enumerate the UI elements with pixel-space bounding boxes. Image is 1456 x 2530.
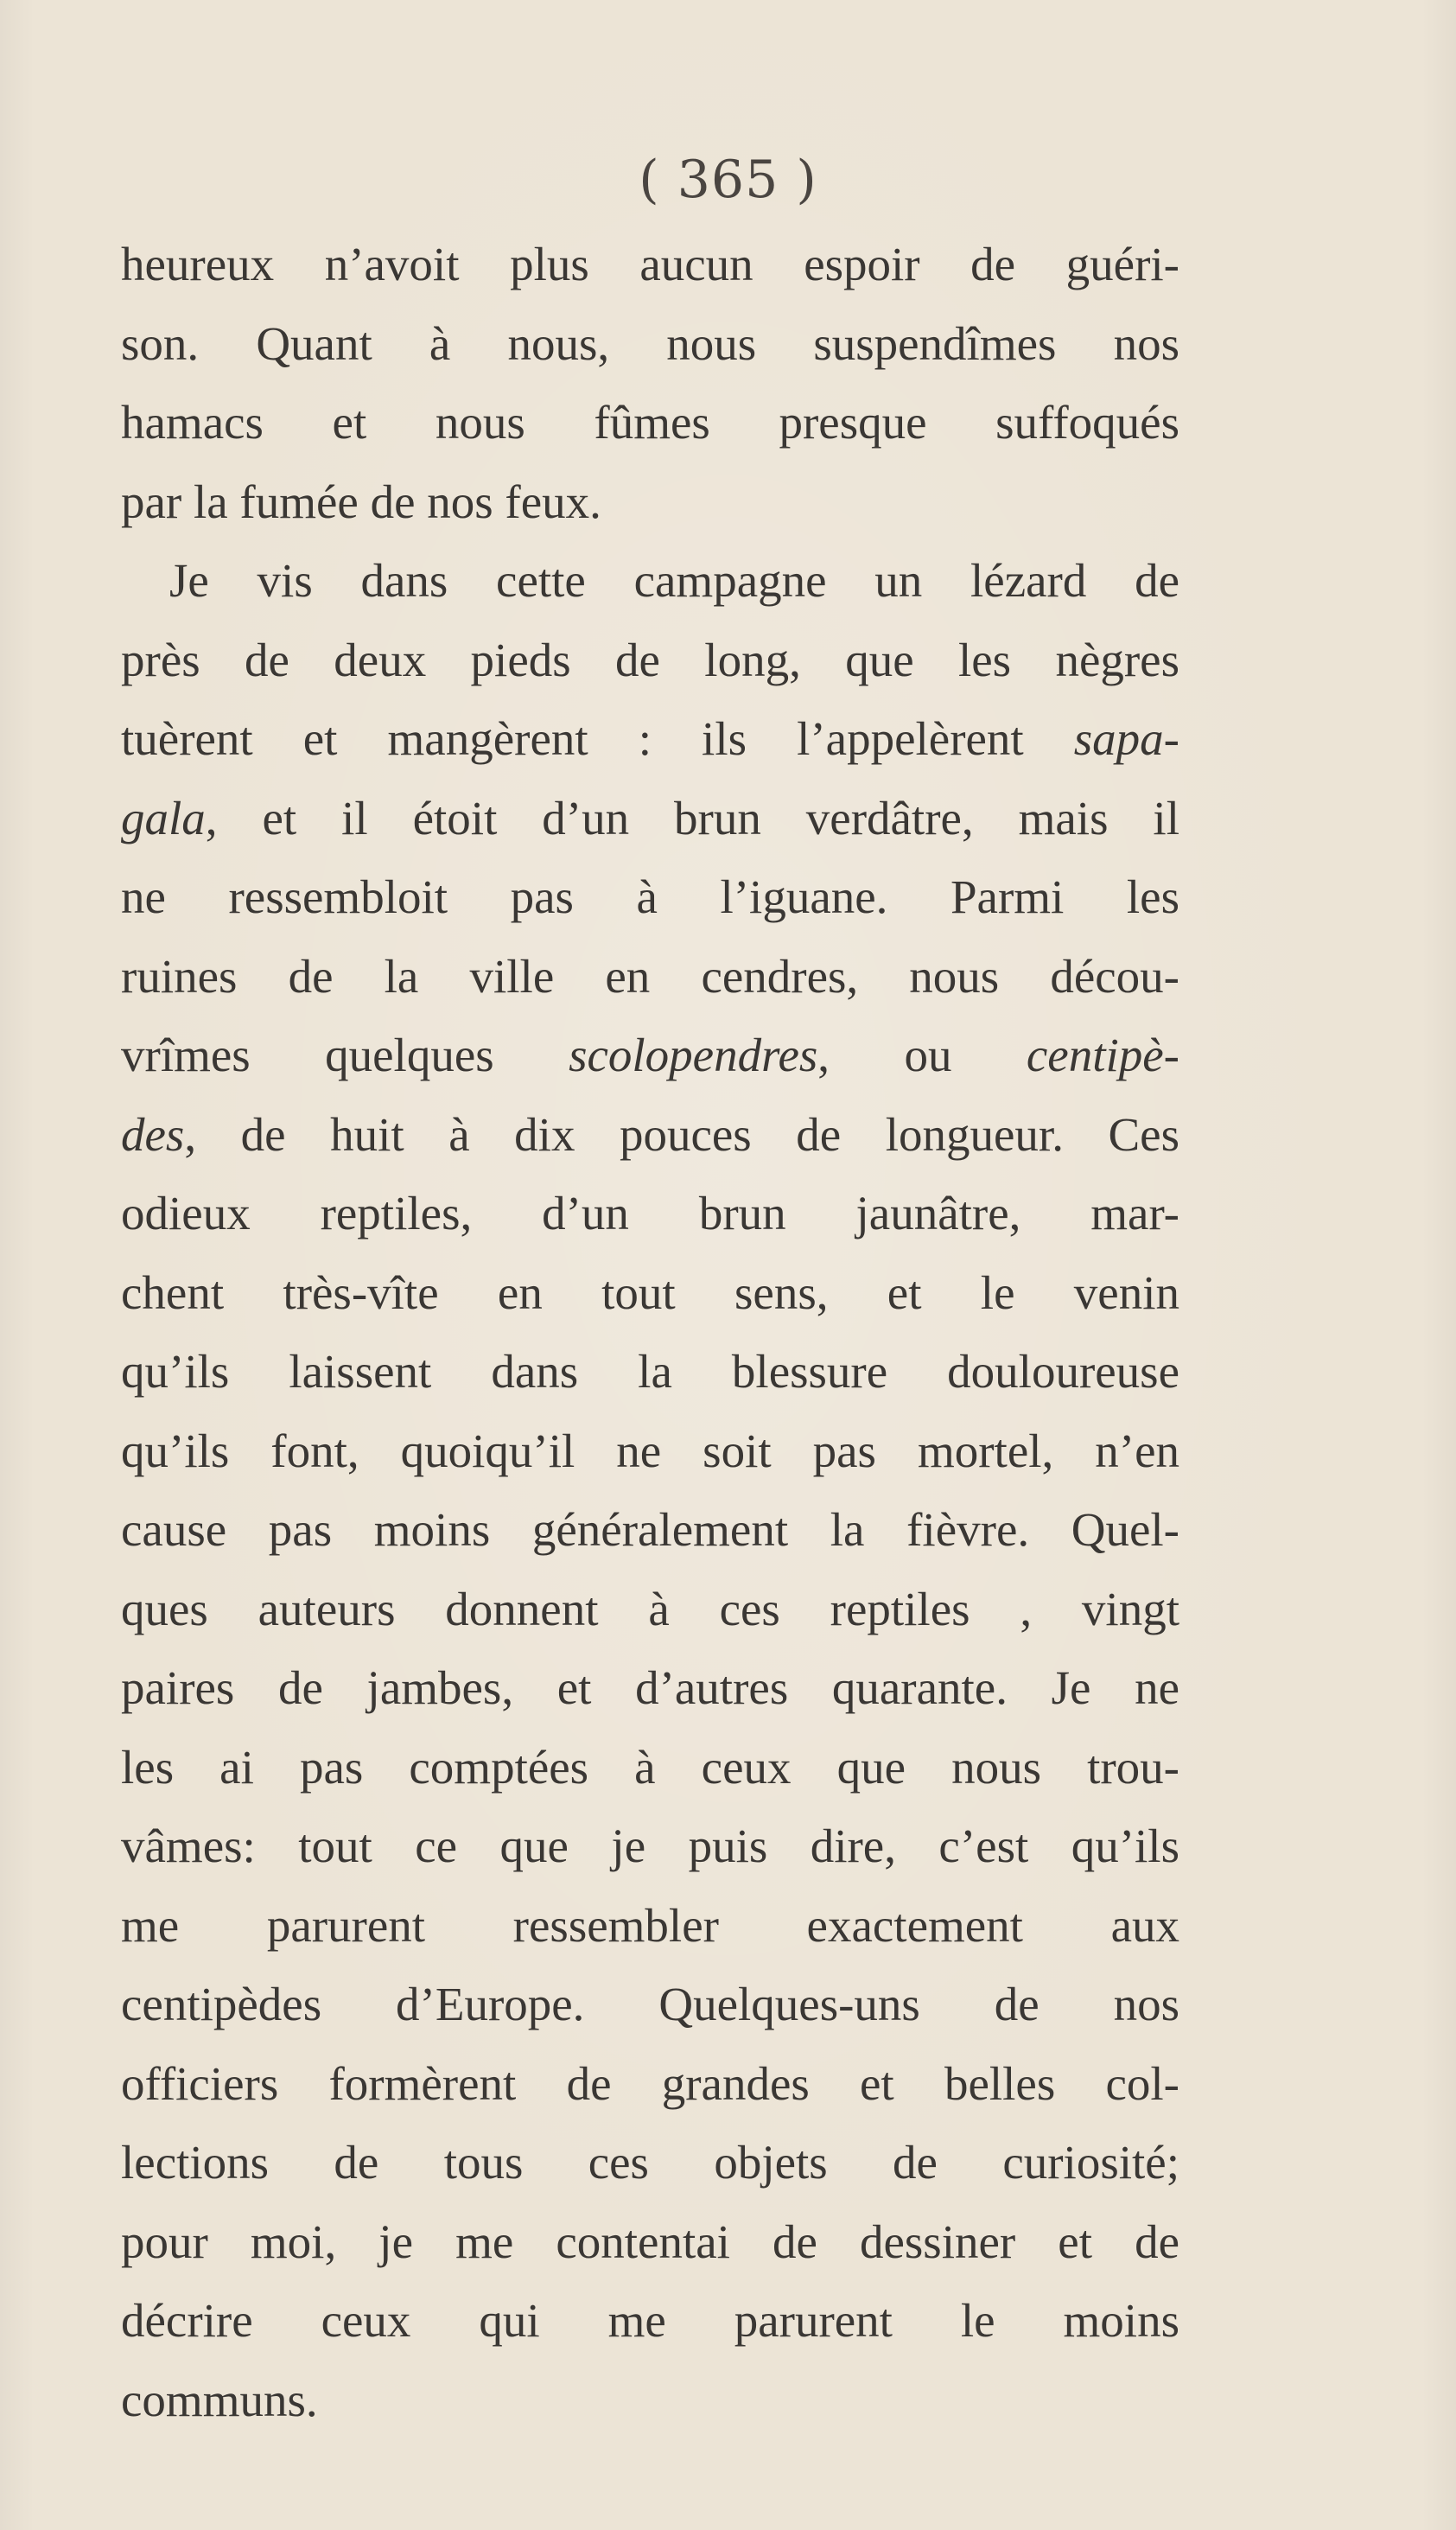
text-span: ne ressembloit pas à l’iguane. Parmi les xyxy=(121,870,1179,923)
text-span: ruines de la ville en cendres, nous décou- xyxy=(121,949,1179,1003)
text-span: son. Quant à nous, nous suspendîmes nos xyxy=(121,316,1179,370)
text-line xyxy=(121,2202,1179,2282)
text-span: les ai pas comptées à ceux que nous trou- xyxy=(121,1740,1179,1794)
text-span: chent très-vîte en tout sens, et le venin xyxy=(121,1265,1179,1319)
text-span: odieux reptiles, d’un brun jaunâtre, mar- xyxy=(121,1187,1179,1240)
italic-term: centipè- xyxy=(1026,1029,1180,1081)
body-text xyxy=(121,225,1179,2439)
text-span: Je vis dans cette campagne un lézard de xyxy=(169,554,1179,607)
text-span: , de huit à dix pouces de longueur. Ces xyxy=(184,1107,1179,1161)
text-line xyxy=(121,1886,1179,1966)
text-span: heureux n’avoit plus aucun espoir de guéri- xyxy=(121,238,1179,290)
text-span: centipèdes d’Europe. Quelques-uns de nos xyxy=(121,1978,1179,2030)
text-span: ques auteurs donnent à ces reptiles , vingt xyxy=(121,1582,1179,1635)
text-line xyxy=(121,304,1179,384)
text-line xyxy=(121,621,1179,700)
text-line xyxy=(121,2281,1179,2361)
text-span: paires de jambes, et d’autres quarante. Je ne xyxy=(121,1661,1179,1714)
text-line xyxy=(121,2044,1179,2124)
text-span: par la fumée de nos feux. xyxy=(121,475,601,528)
text-line xyxy=(121,462,1179,542)
text-line xyxy=(121,1570,1179,1649)
text-line xyxy=(121,699,1179,779)
page-number-header: ( 365 ) xyxy=(639,150,817,210)
text-span: pour moi, je me contentai de dessiner et de xyxy=(121,2215,1179,2268)
italic-term: scolopendres xyxy=(569,1029,818,1081)
text-span: tuèrent et mangèrent : ils l’appelèrent xyxy=(121,712,1074,765)
text-line xyxy=(121,1728,1179,1807)
text-span: près de deux pieds de long, que les nègres xyxy=(121,633,1179,686)
text-line xyxy=(121,541,1179,621)
text-line xyxy=(121,383,1179,462)
text-span: hamacs et nous fûmes presque suffoqués xyxy=(121,396,1179,449)
italic-term: gala xyxy=(121,791,206,844)
text-line xyxy=(121,1490,1179,1570)
text-span: me parurent ressembler exactement aux xyxy=(121,1898,1179,1952)
text-span: , et il étoit d’un brun verdâtre, mais il xyxy=(205,791,1179,844)
text-span: vrîmes quelques xyxy=(121,1029,569,1081)
italic-term: des xyxy=(121,1107,185,1161)
text-line xyxy=(121,1174,1179,1253)
text-span: vâmes: tout ce que je puis dire, c’est qu’ils xyxy=(121,1819,1179,1872)
text-span: communs. xyxy=(121,2373,318,2426)
text-line xyxy=(121,1412,1179,1491)
text-span: qu’ils laissent dans la blessure douloureuse xyxy=(121,1345,1179,1398)
italic-term: sapa- xyxy=(1073,712,1179,765)
text-line xyxy=(121,1965,1179,2044)
text-line xyxy=(121,2361,1179,2440)
text-span: officiers formèrent de grandes et belles col- xyxy=(121,2056,1179,2110)
text-span: , ou xyxy=(817,1029,1027,1081)
text-line xyxy=(121,937,1179,1016)
text-line xyxy=(121,1016,1179,1095)
text-span: lections de tous ces objets de curiosité; xyxy=(121,2136,1179,2189)
text-line xyxy=(121,779,1179,858)
text-line xyxy=(121,1648,1179,1728)
text-line xyxy=(121,2123,1179,2202)
text-line xyxy=(121,1807,1179,1886)
text-line xyxy=(121,1332,1179,1412)
text-line xyxy=(121,1253,1179,1333)
text-line xyxy=(121,1095,1179,1175)
text-span: cause pas moins généralement la fièvre. Quel- xyxy=(121,1503,1179,1556)
text-line xyxy=(121,857,1179,937)
text-line xyxy=(121,225,1179,304)
text-span: décrire ceux qui me parurent le moins xyxy=(121,2294,1179,2347)
text-span: qu’ils font, quoiqu’il ne soit pas mortel, n’en xyxy=(121,1424,1179,1477)
